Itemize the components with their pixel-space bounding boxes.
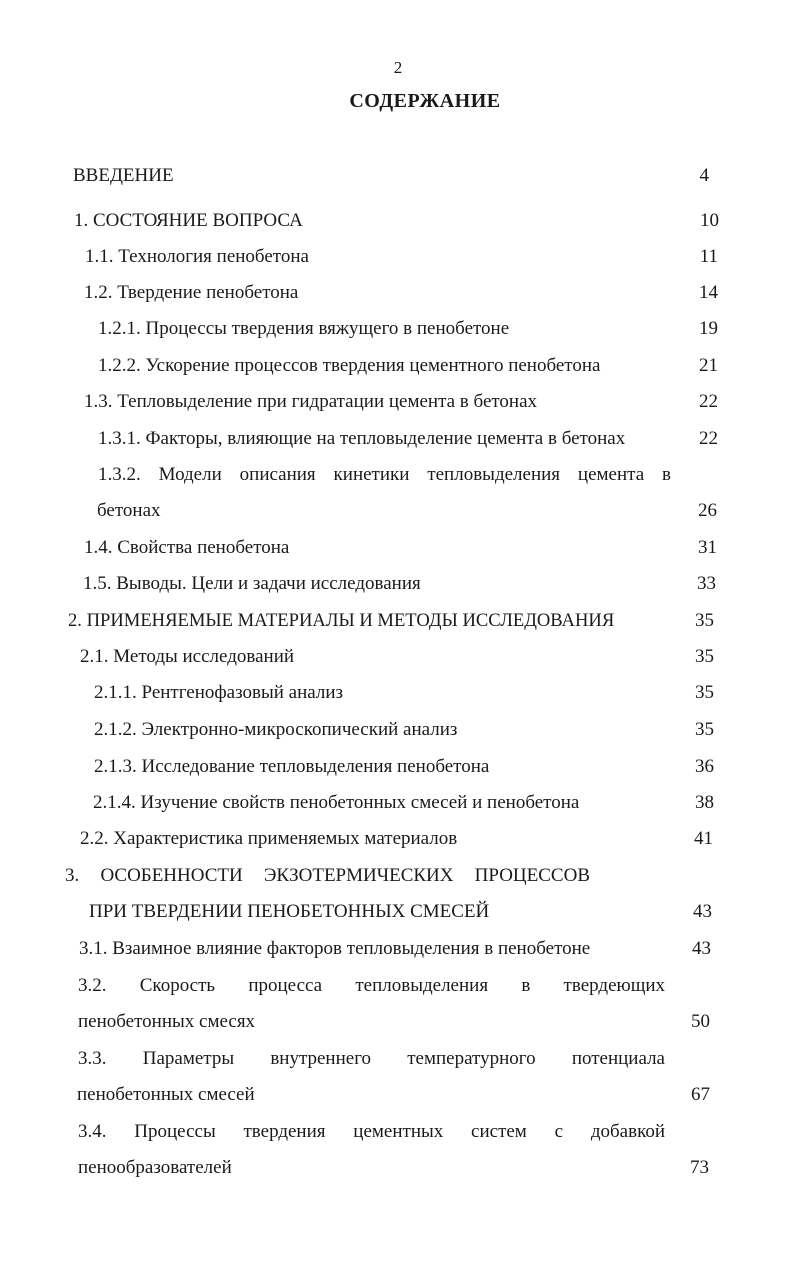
toc-entry-3-2-line2: пенобетонных смесях bbox=[78, 1011, 256, 1032]
toc-page-2-1-3: 36 bbox=[695, 756, 714, 777]
toc-page-introduction: 4 bbox=[699, 165, 709, 186]
toc-page-3: 43 bbox=[693, 901, 712, 922]
toc-page-3-1: 43 bbox=[692, 938, 711, 959]
toc-page-1-3-2: 26 bbox=[698, 500, 717, 521]
toc-entry-3-4-line1: 3.4. Процессы твердения цементных систем с добавкой bbox=[78, 1121, 665, 1142]
toc-entry-introduction: ВВЕДЕНИЕ bbox=[73, 165, 174, 186]
toc-entry-3-line2: ПРИ ТВЕРДЕНИИ ПЕНОБЕТОННЫХ СМЕСЕЙ bbox=[89, 901, 490, 922]
toc-entry-3-3-line2: пенобетонных смесей bbox=[77, 1084, 255, 1105]
toc-page-3-2: 50 bbox=[691, 1011, 710, 1032]
toc-entry-3-1: 3.1. Взаимное влияние факторов тепловыделения в пенобетоне bbox=[79, 938, 591, 959]
toc-page-1-1: 11 bbox=[699, 246, 718, 267]
toc-entry-3-4-line2: пенообразователей bbox=[78, 1157, 232, 1178]
toc-entry-1: 1. СОСТОЯНИЕ ВОПРОСА bbox=[74, 210, 303, 231]
toc-page-2: 35 bbox=[695, 610, 714, 631]
toc-entry-1-5: 1.5. Выводы. Цели и задачи исследования bbox=[83, 573, 421, 594]
toc-entry-3-line1: 3. ОСОБЕННОСТИ ЭКЗОТЕРМИЧЕСКИХ ПРОЦЕССОВ bbox=[65, 865, 590, 886]
toc-entry-3-2-line1: 3.2. Скорость процесса тепловыделения в твердеющих bbox=[78, 975, 665, 996]
toc-entry-2-1-4: 2.1.4. Изучение свойств пенобетонных смесей и пенобетона bbox=[93, 792, 580, 813]
toc-entry-1-3-2-line1: 1.3.2. Модели описания кинетики тепловыделения цемента в bbox=[98, 464, 671, 485]
toc-page-1-3: 22 bbox=[699, 391, 718, 412]
toc-page-1-3-1: 22 bbox=[699, 428, 718, 449]
toc-entry-1-2-1: 1.2.1. Процессы твердения вяжущего в пенобетоне bbox=[98, 318, 510, 339]
toc-page-2-1-2: 35 bbox=[695, 719, 714, 740]
toc-entry-1-1: 1.1. Технология пенобетона bbox=[85, 246, 309, 267]
toc-page-1-2-2: 21 bbox=[699, 355, 718, 376]
toc-entry-3-3-line1: 3.3. Параметры внутреннего температурного потенциала bbox=[78, 1048, 665, 1069]
toc-page-2-1-1: 35 bbox=[695, 682, 714, 703]
toc-entry-2-1-3: 2.1.3. Исследование тепловыделения пенобетона bbox=[94, 756, 490, 777]
toc-entry-1-3-2-line2: бетонах bbox=[97, 500, 161, 521]
toc-entry-2-1-1: 2.1.1. Рентгенофазовый анализ bbox=[94, 682, 344, 703]
toc-page-1-2-1: 19 bbox=[699, 318, 718, 339]
toc-page-1-2: 14 bbox=[699, 282, 718, 303]
toc-page-1-4: 31 bbox=[698, 537, 717, 558]
page-title: СОДЕРЖАНИЕ bbox=[349, 90, 501, 112]
toc-page-2-2: 41 bbox=[694, 828, 713, 849]
toc-entry-1-3: 1.3. Тепловыделение при гидратации цемента в бетонах bbox=[84, 391, 538, 412]
toc-entry-1-2-2: 1.2.2. Ускорение процессов твердения цементного пенобетона bbox=[98, 355, 601, 376]
toc-entry-2-2: 2.2. Характеристика применяемых материалов bbox=[80, 828, 458, 849]
toc-entry-2-1: 2.1. Методы исследований bbox=[80, 646, 295, 667]
toc-page-2-1: 35 bbox=[695, 646, 714, 667]
page-number: 2 bbox=[393, 58, 403, 77]
toc-entry-1-2: 1.2. Твердение пенобетона bbox=[84, 282, 299, 303]
toc-entry-1-3-1: 1.3.1. Факторы, влияющие на тепловыделение цемента в бетонах bbox=[98, 428, 626, 449]
toc-entry-2: 2. ПРИМЕНЯЕМЫЕ МАТЕРИАЛЫ И МЕТОДЫ ИССЛЕДОВАНИЯ bbox=[68, 610, 615, 631]
toc-page-3-4: 73 bbox=[690, 1157, 709, 1178]
toc-entry-2-1-2: 2.1.2. Электронно-микроскопический анализ bbox=[94, 719, 458, 740]
toc-entry-1-4: 1.4. Свойства пенобетона bbox=[84, 537, 290, 558]
toc-page-3-3: 67 bbox=[691, 1084, 710, 1105]
toc-page-1-5: 33 bbox=[697, 573, 716, 594]
toc-page-2-1-4: 38 bbox=[695, 792, 714, 813]
toc-page-1: 10 bbox=[700, 210, 719, 231]
